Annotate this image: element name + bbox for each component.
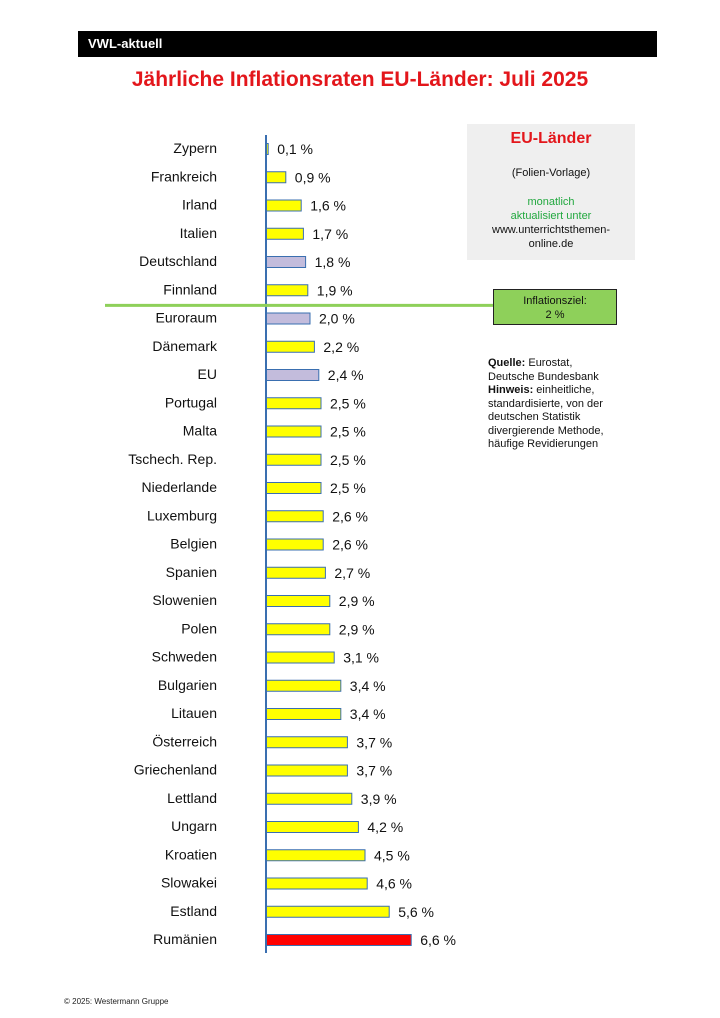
value-label: 5,6 % [398,903,435,920]
value-label: 2,2 % [323,338,360,355]
value-label: 3,1 % [343,649,380,666]
bar-10 [266,398,321,409]
bar-26 [266,850,365,861]
bar-20 [266,680,341,691]
info-update-line2: aktualisiert unter [510,210,592,222]
bar-5 [266,257,306,268]
bar-16 [266,567,325,578]
info-url-line2: online.de [528,238,574,250]
category-label: Lettland [167,789,217,806]
info-url-line1: www.unterrichtsthemen- [492,224,610,236]
chart-title: Jährliche Inflationsraten EU-Länder: Juli 2025 [131,68,589,91]
value-label: 4,2 % [367,819,404,835]
category-label: Niederlande [141,479,217,495]
category-label: Finnland [163,281,217,298]
bar-14 [266,511,323,522]
value-label: 3,4 % [349,677,386,694]
value-label: 6,6 % [420,932,457,948]
category-label: Polen [181,620,217,637]
target-label: Inflationsziel: [523,295,587,307]
copyright-footer: © 2025: Westermann Gruppe [64,997,169,1006]
bar-19 [266,652,334,663]
bar-28 [266,906,389,917]
target-value: 2 % [545,309,565,321]
value-label: 3,7 % [356,734,393,751]
value-label: 4,6 % [376,875,413,892]
value-label: 1,8 % [314,254,351,270]
category-label: Estland [170,902,217,919]
bar-24 [266,793,352,804]
category-label: Malta [182,422,217,439]
source-note [488,357,663,452]
bar-15 [266,539,323,550]
info-url [467,223,635,251]
inflation-target-box [493,289,617,325]
bar-13 [266,483,321,494]
value-label: 2,5 % [330,423,366,440]
value-label: 0,1 % [277,141,314,157]
bar-23 [266,765,347,776]
bar-11 [266,426,321,437]
category-label: Euroraum [155,309,217,326]
hint-label: Hinweis: [488,384,534,396]
value-label: 2,7 % [334,564,371,581]
bar-7 [266,313,310,324]
category-label: Dänemark [152,337,217,354]
category-label: Slowenien [152,592,217,608]
source-line-2: Deutsche Bundesbank [488,370,599,383]
value-label: 1,9 % [316,282,353,299]
category-label: EU [197,366,217,382]
value-label: 4,5 % [374,847,410,864]
hint-line-2: deutschen Statistik [488,411,581,423]
category-label: Österreich [152,733,217,750]
bar-22 [266,737,347,748]
source-text: Eurostat, [525,357,573,369]
category-label: Luxemburg [146,507,217,524]
value-label: 0,9 % [294,169,331,186]
category-label: Litauen [171,705,217,721]
value-label: 2,4 % [327,367,364,383]
category-label: Rumänien [153,931,217,947]
value-label: 2,6 % [332,536,369,553]
category-label: Zypern [173,140,217,156]
info-subtitle: (Folien-Vorlage) [511,167,591,179]
value-label: 2,5 % [330,451,366,468]
bar-29 [266,935,411,946]
bar-8 [266,341,314,352]
category-label: Belgien [170,535,217,552]
category-label: Ungarn [171,818,217,834]
category-label: Griechenland [133,761,217,778]
value-label: 2,5 % [330,395,366,412]
info-heading: EU-Länder [510,130,592,147]
bar-2 [266,172,286,183]
category-label: Irland [181,196,217,213]
value-label: 2,9 % [338,621,375,638]
hint-line-3: divergierende Methode, [488,424,604,437]
bar-25 [266,822,358,833]
bar-18 [266,624,330,635]
hint-line [488,384,663,398]
value-label: 2,9 % [338,593,375,609]
source-label: Quelle: [488,357,526,369]
category-label: Portugal [164,394,217,411]
info-update-note [467,195,635,223]
category-label: Frankreich [150,168,217,185]
info-update-line1: monatlich [527,196,575,208]
info-box [467,124,635,260]
source-line [488,357,663,371]
category-label: Deutschland [139,253,217,269]
bar-12 [266,454,321,465]
value-label: 1,6 % [310,197,347,214]
hint-text: einheitliche, [533,384,595,396]
value-label: 2,0 % [319,310,355,327]
hint-line-1: standardisierte, von der [488,397,603,410]
category-label: Kroatien [164,846,217,863]
value-label: 2,5 % [330,480,366,496]
category-label: Schweden [151,648,217,665]
value-label: 3,9 % [360,790,397,807]
value-label: 3,4 % [349,706,386,722]
category-label: Tschech. Rep. [128,450,217,467]
value-label: 1,7 % [312,225,349,242]
value-label: 3,7 % [356,762,393,779]
bar-3 [266,200,301,211]
bar-6 [266,285,308,296]
bar-4 [266,228,303,239]
value-label: 2,6 % [332,508,369,525]
category-label: Bulgarien [157,676,217,693]
bar-21 [266,709,341,720]
bar-17 [266,596,330,607]
header-label: VWL-aktuell [88,36,163,51]
category-label: Spanien [165,563,217,580]
category-label: Italien [179,224,217,241]
hint-line-4: häufige Revidierungen [488,438,599,450]
bar-9 [266,370,319,381]
category-label: Slowakei [160,874,217,891]
bar-27 [266,878,367,889]
